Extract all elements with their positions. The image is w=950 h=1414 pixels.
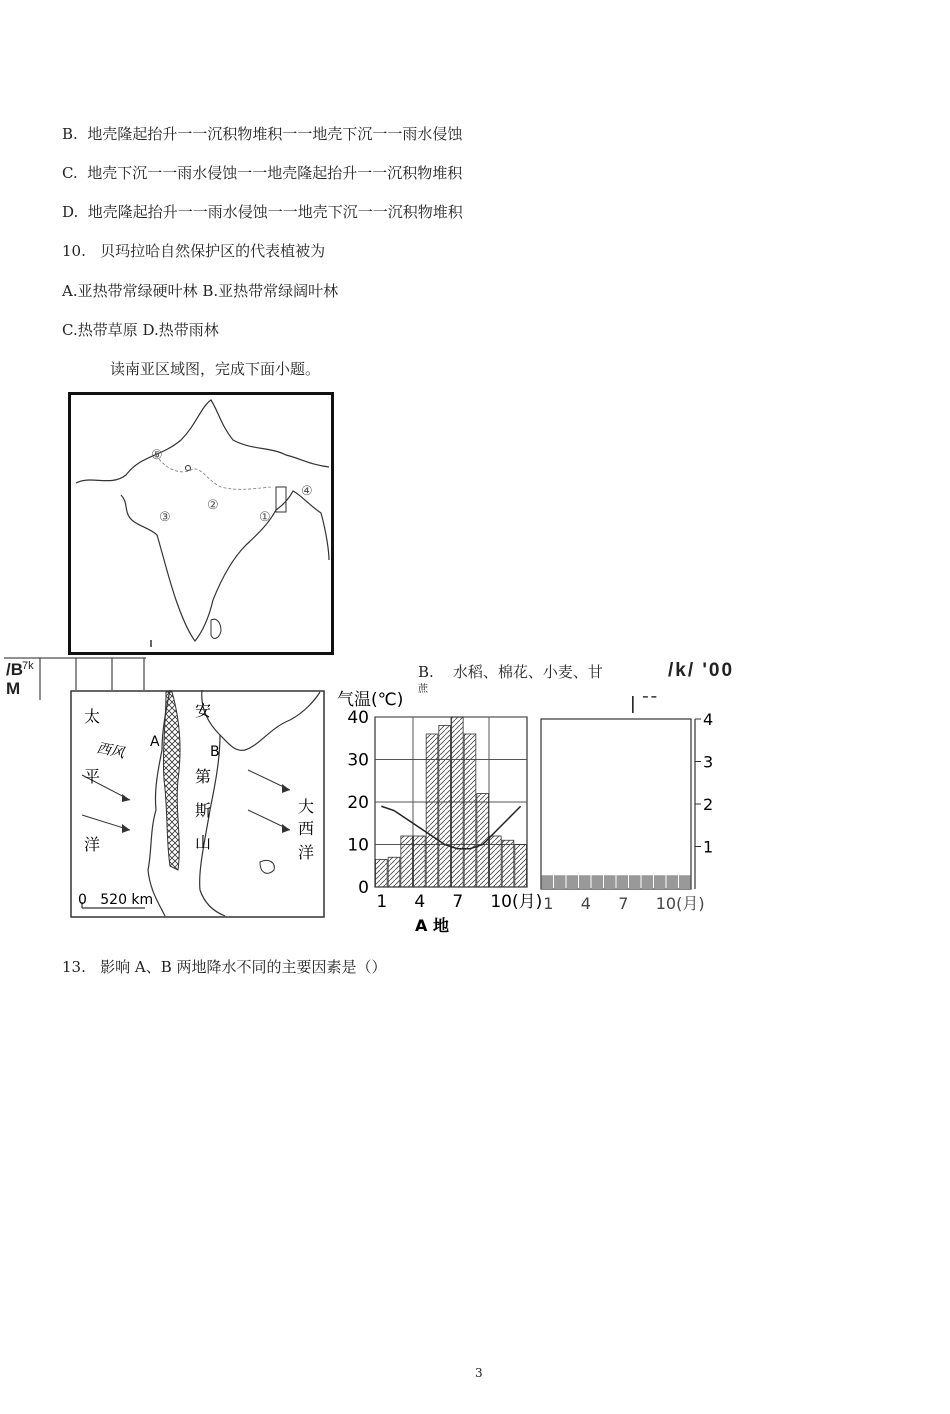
andes-label-b: B (210, 744, 220, 760)
q9-option-b: B. 地壳隆起抬升一一沉积物堆积一一地壳下沉一一雨水侵蚀 (62, 125, 463, 143)
chart-a-x-tick-label: 7 (452, 892, 464, 912)
q9-option-d: D. 地壳隆起抬升一一雨水侵蚀一一地壳下沉一一沉积物堆积 (62, 203, 463, 221)
chart-b-x-tick-label: 10(月) (655, 894, 705, 913)
chart-b-bar (604, 875, 616, 889)
chart-b-right-tick-label: 1 (703, 837, 714, 857)
q10-options-ab: A.亚热带常绿硬叶林 B.亚热带常绿阔叶林 (62, 282, 339, 300)
andes-scale: 0 520 km (78, 892, 154, 908)
chart-a-bar (464, 734, 476, 887)
chart-a-bar (426, 734, 438, 887)
chart-a-y-tick-label: 0 (358, 878, 369, 898)
q13-stem: 13. 影响 A、B 两地降水不同的主要因素是（） (62, 958, 387, 976)
chart-a-bar (439, 726, 451, 888)
andes-map (70, 690, 325, 918)
chart-b-bar (617, 875, 629, 889)
chart-b-right-tick-label: 4 (703, 710, 714, 729)
chart-a-y-tick-label: 30 (347, 750, 369, 771)
chart-b-bar (592, 875, 604, 889)
chart-a-bar (401, 836, 413, 887)
chart-b-bar (667, 875, 679, 889)
chart-b-cropped-header: | ¯¯ (630, 694, 659, 714)
map-marker-5: ⑤ (151, 448, 163, 463)
andes-label-an: 安 (195, 701, 212, 720)
q10-options-cd: C.热带草原 D.热带雨林 (62, 321, 219, 339)
chart-a-ylabel: 气温(℃) (337, 690, 404, 710)
andes-label-da: 大 (298, 797, 315, 816)
chart-a-x-tick-label: 1 (376, 892, 388, 912)
chart-b-x-tick-label: 4 (580, 894, 591, 913)
south-asia-map (68, 392, 334, 655)
chart-a-bar (490, 836, 502, 887)
climate-chart-b-svg (535, 685, 720, 915)
fragment-corner-small: 7k (22, 660, 34, 672)
andes-label-shan: 山 (195, 833, 212, 852)
chart-b-x-tick-label: 1 (543, 894, 554, 913)
page-number: 3 (475, 1366, 483, 1380)
chart-a-bar (502, 840, 514, 887)
chart-b-bar (629, 875, 641, 889)
andes-label-tai: 太 (84, 707, 101, 726)
fragment-option-b-tail: 蔗 (418, 684, 428, 695)
chart-a-bar (452, 717, 464, 887)
chart-a-bar (376, 859, 388, 887)
andes-label-di: 第 (195, 767, 212, 786)
map-marker-2: ② (207, 498, 219, 513)
chart-b-bar (554, 875, 566, 889)
section-intro: 读南亚区域图，完成下面小题。 (110, 360, 321, 378)
fragment-option-b: B. 水稻、棉花、小麦、甘 (418, 663, 603, 681)
fragment-garbled: /k/ '00 (668, 660, 735, 681)
andes-map-figure (70, 690, 325, 918)
andes-label-a: A (150, 734, 160, 750)
andes-label-westerly: 西风 (95, 740, 126, 762)
climate-chart-b (535, 685, 720, 915)
chart-a-bar (515, 845, 527, 888)
chart-b-bar (542, 875, 554, 889)
chart-b-bar (567, 875, 579, 889)
q10-stem: 10. 贝玛拉哈自然保护区的代表植被为 (62, 242, 326, 260)
andes-label-si: 斯 (195, 801, 212, 820)
chart-b-bar (642, 875, 654, 889)
chart-a-x-tick-label: 4 (414, 892, 426, 912)
chart-b-right-tick-label: 2 (703, 795, 714, 814)
q9-option-c: C. 地壳下沉一一雨水侵蚀一一地壳隆起抬升一一沉积物堆积 (62, 164, 463, 182)
climate-chart-a (335, 685, 543, 937)
chart-b-x-tick-label: 7 (618, 894, 629, 913)
map-marker-4: ④ (301, 484, 313, 499)
andes-label-ping: 平 (84, 767, 101, 786)
chart-a-y-tick-label: 20 (347, 793, 369, 813)
chart-a-y-tick-label: 40 (347, 708, 369, 728)
chart-a-x-tick-label: 10(月) (490, 892, 543, 912)
chart-b-bar (654, 875, 666, 889)
chart-b-bar (579, 875, 591, 889)
chart-a-bar (388, 857, 400, 887)
chart-b-bar (679, 875, 691, 889)
andes-label-yang-right: 洋 (298, 843, 315, 862)
chart-a-bar (414, 836, 426, 887)
chart-b-right-tick-label: 3 (703, 752, 714, 772)
fragment-corner-text: /B M (6, 660, 23, 698)
andes-label-yang-left: 洋 (84, 835, 101, 854)
map-marker-1: ① (259, 510, 271, 525)
map-marker-3: ③ (159, 510, 171, 525)
south-asia-outline (71, 395, 331, 652)
climate-chart-a-svg (335, 685, 543, 937)
andes-label-xi: 西 (298, 819, 315, 838)
chart-a-xlabel: A 地 (415, 916, 449, 935)
chart-a-y-tick-label: 10 (347, 835, 369, 856)
